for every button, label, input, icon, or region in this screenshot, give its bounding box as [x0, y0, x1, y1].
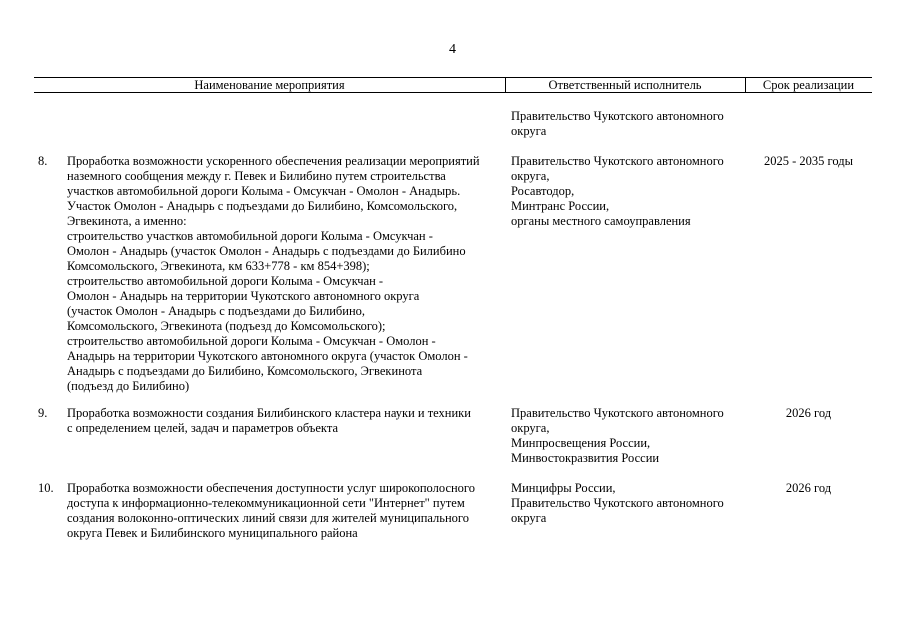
- term-cell: 2026 год: [785, 481, 832, 495]
- description-line: доступа к информационно-телекоммуникационной сети "Интернет" путем: [67, 496, 465, 510]
- description-line: создания волоконно-оптических линий связи для жителей муниципального: [67, 511, 469, 525]
- responsible-cell: [511, 406, 743, 466]
- row-number: 9.: [38, 406, 48, 420]
- description-line: Анадырь на территории Чукотского автономного округа (участок Омолон -: [67, 349, 468, 363]
- responsible-line: Минвостокразвития России: [511, 451, 660, 465]
- responsible-cell: [511, 109, 743, 139]
- term-cell: 2025 - 2035 годы: [763, 154, 853, 168]
- responsible-line: округа,: [511, 421, 550, 435]
- description-line: Анадырь с подъездами до Билибино, Комсомольского, Эгвекинота: [67, 364, 423, 378]
- responsible-cell: [511, 481, 743, 526]
- table-header-bottom-rule: [34, 92, 872, 93]
- header-responsible: Ответственный исполнитель: [548, 78, 702, 92]
- responsible-line: Росавтодор,: [511, 184, 575, 198]
- description-line: с определением целей, задач и параметров объекта: [67, 421, 339, 435]
- responsible-line: Правительство Чукотского автономного: [511, 154, 724, 168]
- description-line: строительство автомобильной дороги Колыма - Омсукчан -: [67, 274, 384, 288]
- description-line: Эгвекинота, а именно:: [67, 214, 187, 228]
- responsible-line: Минцифры России,: [511, 481, 616, 495]
- description-line: Участок Омолон - Анадырь с подъездами до Билибино, Комсомольского,: [67, 199, 458, 213]
- description-line: Комсомольского, Эгвекинота, км 633+778 - км 854+398);: [67, 259, 370, 273]
- description-line: Проработка возможности ускоренного обеспечения реализации мероприятий: [67, 154, 480, 168]
- responsible-line: округа: [511, 511, 547, 525]
- responsible-cell: [511, 154, 743, 229]
- description-line: участков автомобильной дороги Колыма - Омсукчан - Омолон - Анадырь.: [67, 184, 461, 198]
- responsible-line: округа,: [511, 169, 550, 183]
- description-line: округа Певек и Билибинского муниципального района: [67, 526, 358, 540]
- description-line: Комсомольского, Эгвекинота (подъезд до Комсомольского);: [67, 319, 386, 333]
- responsible-line: Правительство Чукотского автономного: [511, 109, 724, 123]
- description-line: Омолон - Анадырь (участок Омолон - Анадырь с подъездами до Билибино: [67, 244, 466, 258]
- description-line: Проработка возможности обеспечения доступности услуг широкополосного: [67, 481, 475, 495]
- description-line: Проработка возможности создания Билибинского кластера науки и техники: [67, 406, 471, 420]
- description-cell: [67, 154, 502, 394]
- row-number: 10.: [38, 481, 54, 495]
- responsible-line: округа: [511, 124, 547, 138]
- page-number: 4: [449, 42, 456, 57]
- description-cell: [67, 406, 502, 436]
- header-term: Срок реализации: [762, 78, 855, 92]
- responsible-line: Минпросвещения России,: [511, 436, 651, 450]
- responsible-line: Правительство Чукотского автономного: [511, 496, 724, 510]
- description-cell: [67, 481, 502, 541]
- description-line: строительство участков автомобильной дороги Колыма - Омсукчан -: [67, 229, 433, 243]
- description-line: Омолон - Анадырь на территории Чукотского автономного округа: [67, 289, 420, 303]
- description-line: (подъезд до Билибино): [67, 379, 190, 393]
- description-line: (участок Омолон - Анадырь с подъездами до Билибино,: [67, 304, 366, 318]
- responsible-line: Правительство Чукотского автономного: [511, 406, 724, 420]
- responsible-line: органы местного самоуправления: [511, 214, 691, 228]
- description-line: строительство автомобильной дороги Колыма - Омсукчан - Омолон -: [67, 334, 436, 348]
- term-cell: 2026 год: [785, 406, 832, 420]
- row-number: 8.: [38, 154, 48, 168]
- header-name: Наименование мероприятия: [194, 78, 345, 92]
- description-line: наземного сообщения между г. Певек и Билибино путем строительства: [67, 169, 446, 183]
- responsible-line: Минтранс России,: [511, 199, 610, 213]
